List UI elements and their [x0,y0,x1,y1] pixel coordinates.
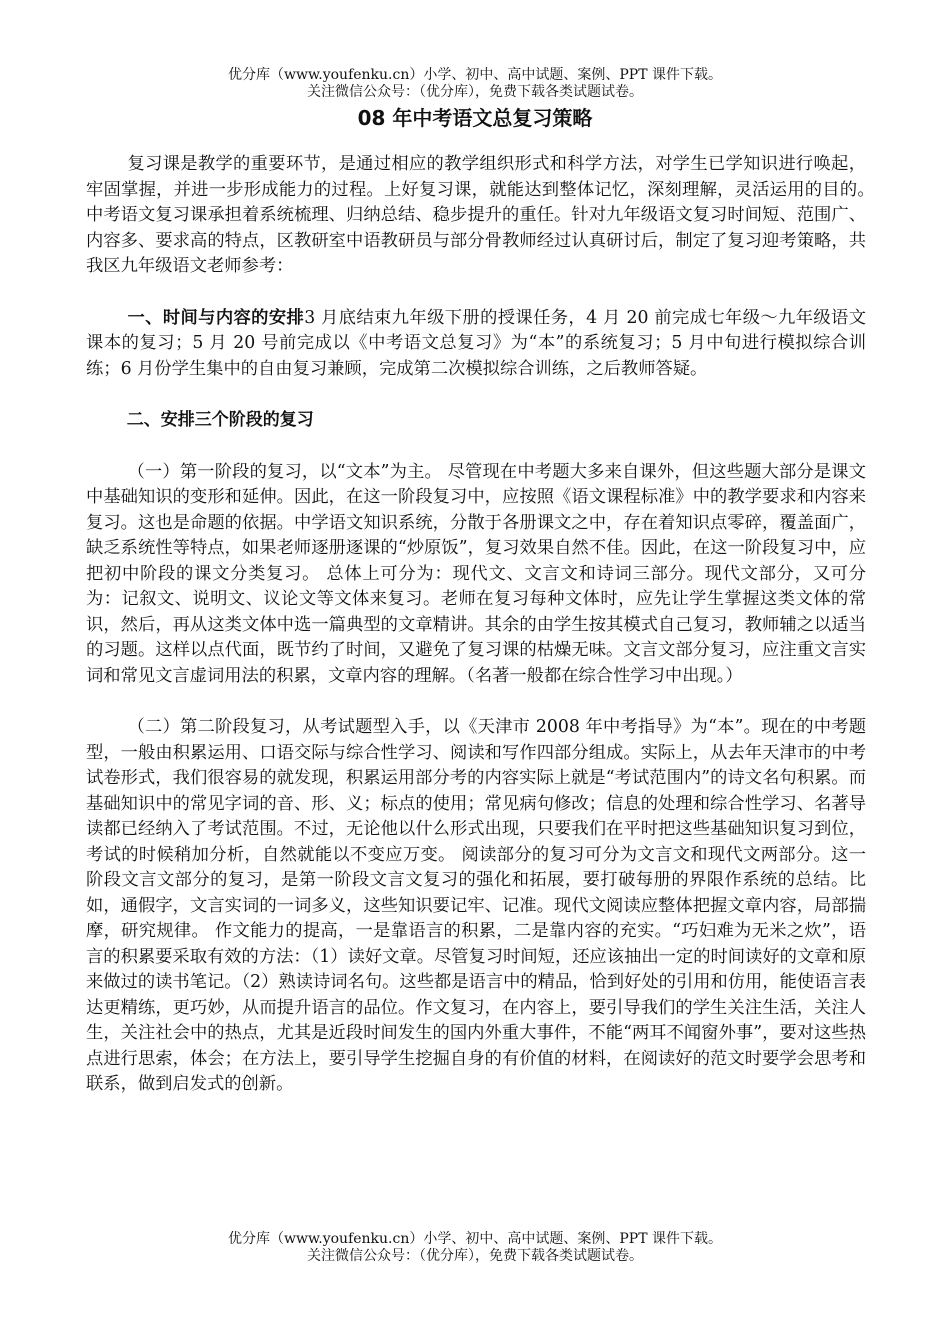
section2-heading: 二、安排三个阶段的复习 [126,410,314,430]
stage2-paragraph: （二）第二阶段复习，从考试题型入手，以《天津市 2008 年中考指导》为“本”。现在的中考题型，一般由积累运用、口语交际与综合性学习、阅读和写作四部分组成。实际上，从去年天津市的中考试卷形式，我们很容易的就发现，积累运用部分考的内容实际上就是“考试范围内”的诗文名句积累。而基础知识中的常见字词的音、形、义；标点的使用；常见病句修改；信息的处理和综合性学习、名著导读都已经纳入了考试范围。不过，无论他以什么形式出现，只要我们在平时把这些基础知识复习到位，考试的时候稍加分析，自然就能以不变应万变。 阅读部分的复习可分为文言文和现代文两部分。这一阶段文言文部分的复习，是第一阶段文言文复习的强化和拓展，要打破每册的界限作系统的总结。比如，通假字，文言实词的一词多义，这些知识要记牢、记准。现代文阅读应整体把握文章内容，局部揣摩，研究规律。 作文能力的提高，一是靠语言的积累，二是靠内容的充实。“巧妇难为无米之炊”，语言的积累要采取有效的方法：（1）读好文章。尽管复习时间短，还应该抽出一定的时间读好的文章和原来做过的读书笔记。（2）熟读诗词名句。这些都是语言中的精品，恰到好处的引用和仿用，能使语言表达更精练，更巧妙，从而提升语言的品位。作文复习，在内容上，要引导我们的学生关注生活，关注人生，关注社会中的热点，尤其是近段时间发生的国内外重大事件，不能“两耳不闻窗外事”，要对这些热点进行思索，体会；在方法上，要引导学生挖掘自身的有价值的材料，在阅读好的范文时要学会思考和联系，做到启发式的创新。 [86,717,867,1094]
footer-line-1: 优分库（www.youfenku.cn）小学、初中、高中试题、案例、PPT 课件下载。 [227,1231,722,1247]
section1-paragraph [86,306,866,383]
intro-paragraph: 复习课是教学的重要环节，是通过相应的教学组织形式和科学方法，对学生已学知识进行唤起，牢固掌握，并进一步形成能力的过程。上好复习课，就能达到整体记忆，深刻理解，灵活运用的目的。 中考语文复习课承担着系统梳理、归纳总结、稳步提升的重任。针对九年级语文复习时间短、范围广、内容多、要求高的特点，区教研室中语教研员与部分骨教师经过认真研讨后，制定了复习迎考策略，共我区九年级语文老师参考： [86,154,884,276]
stage1-paragraph: （一）第一阶段的复习，以“文本”为主。 尽管现在中考题大多来自课外，但这些题大部分是课文中基础知识的变形和延伸。因此，在这一阶段复习中，应按照《语文课程标准》中的教学要求和内容来复习。这也是命题的依据。中学语文知识系统，分散于各册课文之中，存在着知识点零碎，覆盖面广，缺乏系统性等特点，如果老师逐册逐课的“炒原饭”，复习效果自然不佳。因此，在这一阶段复习中，应把初中阶段的课文分类复习。 总体上可分为：现代文、文言文和诗词三部分。现代文部分，又可分为：记叙文、说明文、议论文等文体来复习。老师在复习每种文体时，应先让学生掌握这类文体的常识，然后，再从这类文体中选一篇典型的文章精讲。其余的由学生按其模式自己复习，教师辅之以适当的习题。这样以点代面，既节约了时间，又避免了复习课的枯燥无味。文言文部分复习，应注重文言实词和常见文言虚词用法的积累，文章内容的理解。（名著一般都在综合性学习中出现。） [86,461,866,686]
header-line-1: 优分库（www.youfenku.cn）小学、初中、高中试题、案例、PPT 课件下载。 [227,67,722,83]
header-line-2: 关注微信公众号：（优分库），免费下载各类试题试卷。 [307,84,643,100]
page-header [0,67,950,101]
section1-text: 3 月底结束九年级下册的授课任务，4 月 20 前完成七年级～九年级语文课本的复习；5 月 20 号前完成以《中考语文总复习》为“本”的系统复习；5 月中旬进行模拟综合训练；6 月份学生集中的自由复习兼顾，完成第二次模拟综合训练，之后教师答疑。 [86,307,866,379]
section1-heading: 一、时间与内容的安排 [127,307,305,328]
footer-line-2: 关注微信公众号：（优分库），免费下载各类试题试卷。 [307,1248,643,1264]
page-footer [0,1231,950,1265]
document-body [86,152,884,1098]
document-title: 08 年中考语文总复习策略 [357,106,593,130]
